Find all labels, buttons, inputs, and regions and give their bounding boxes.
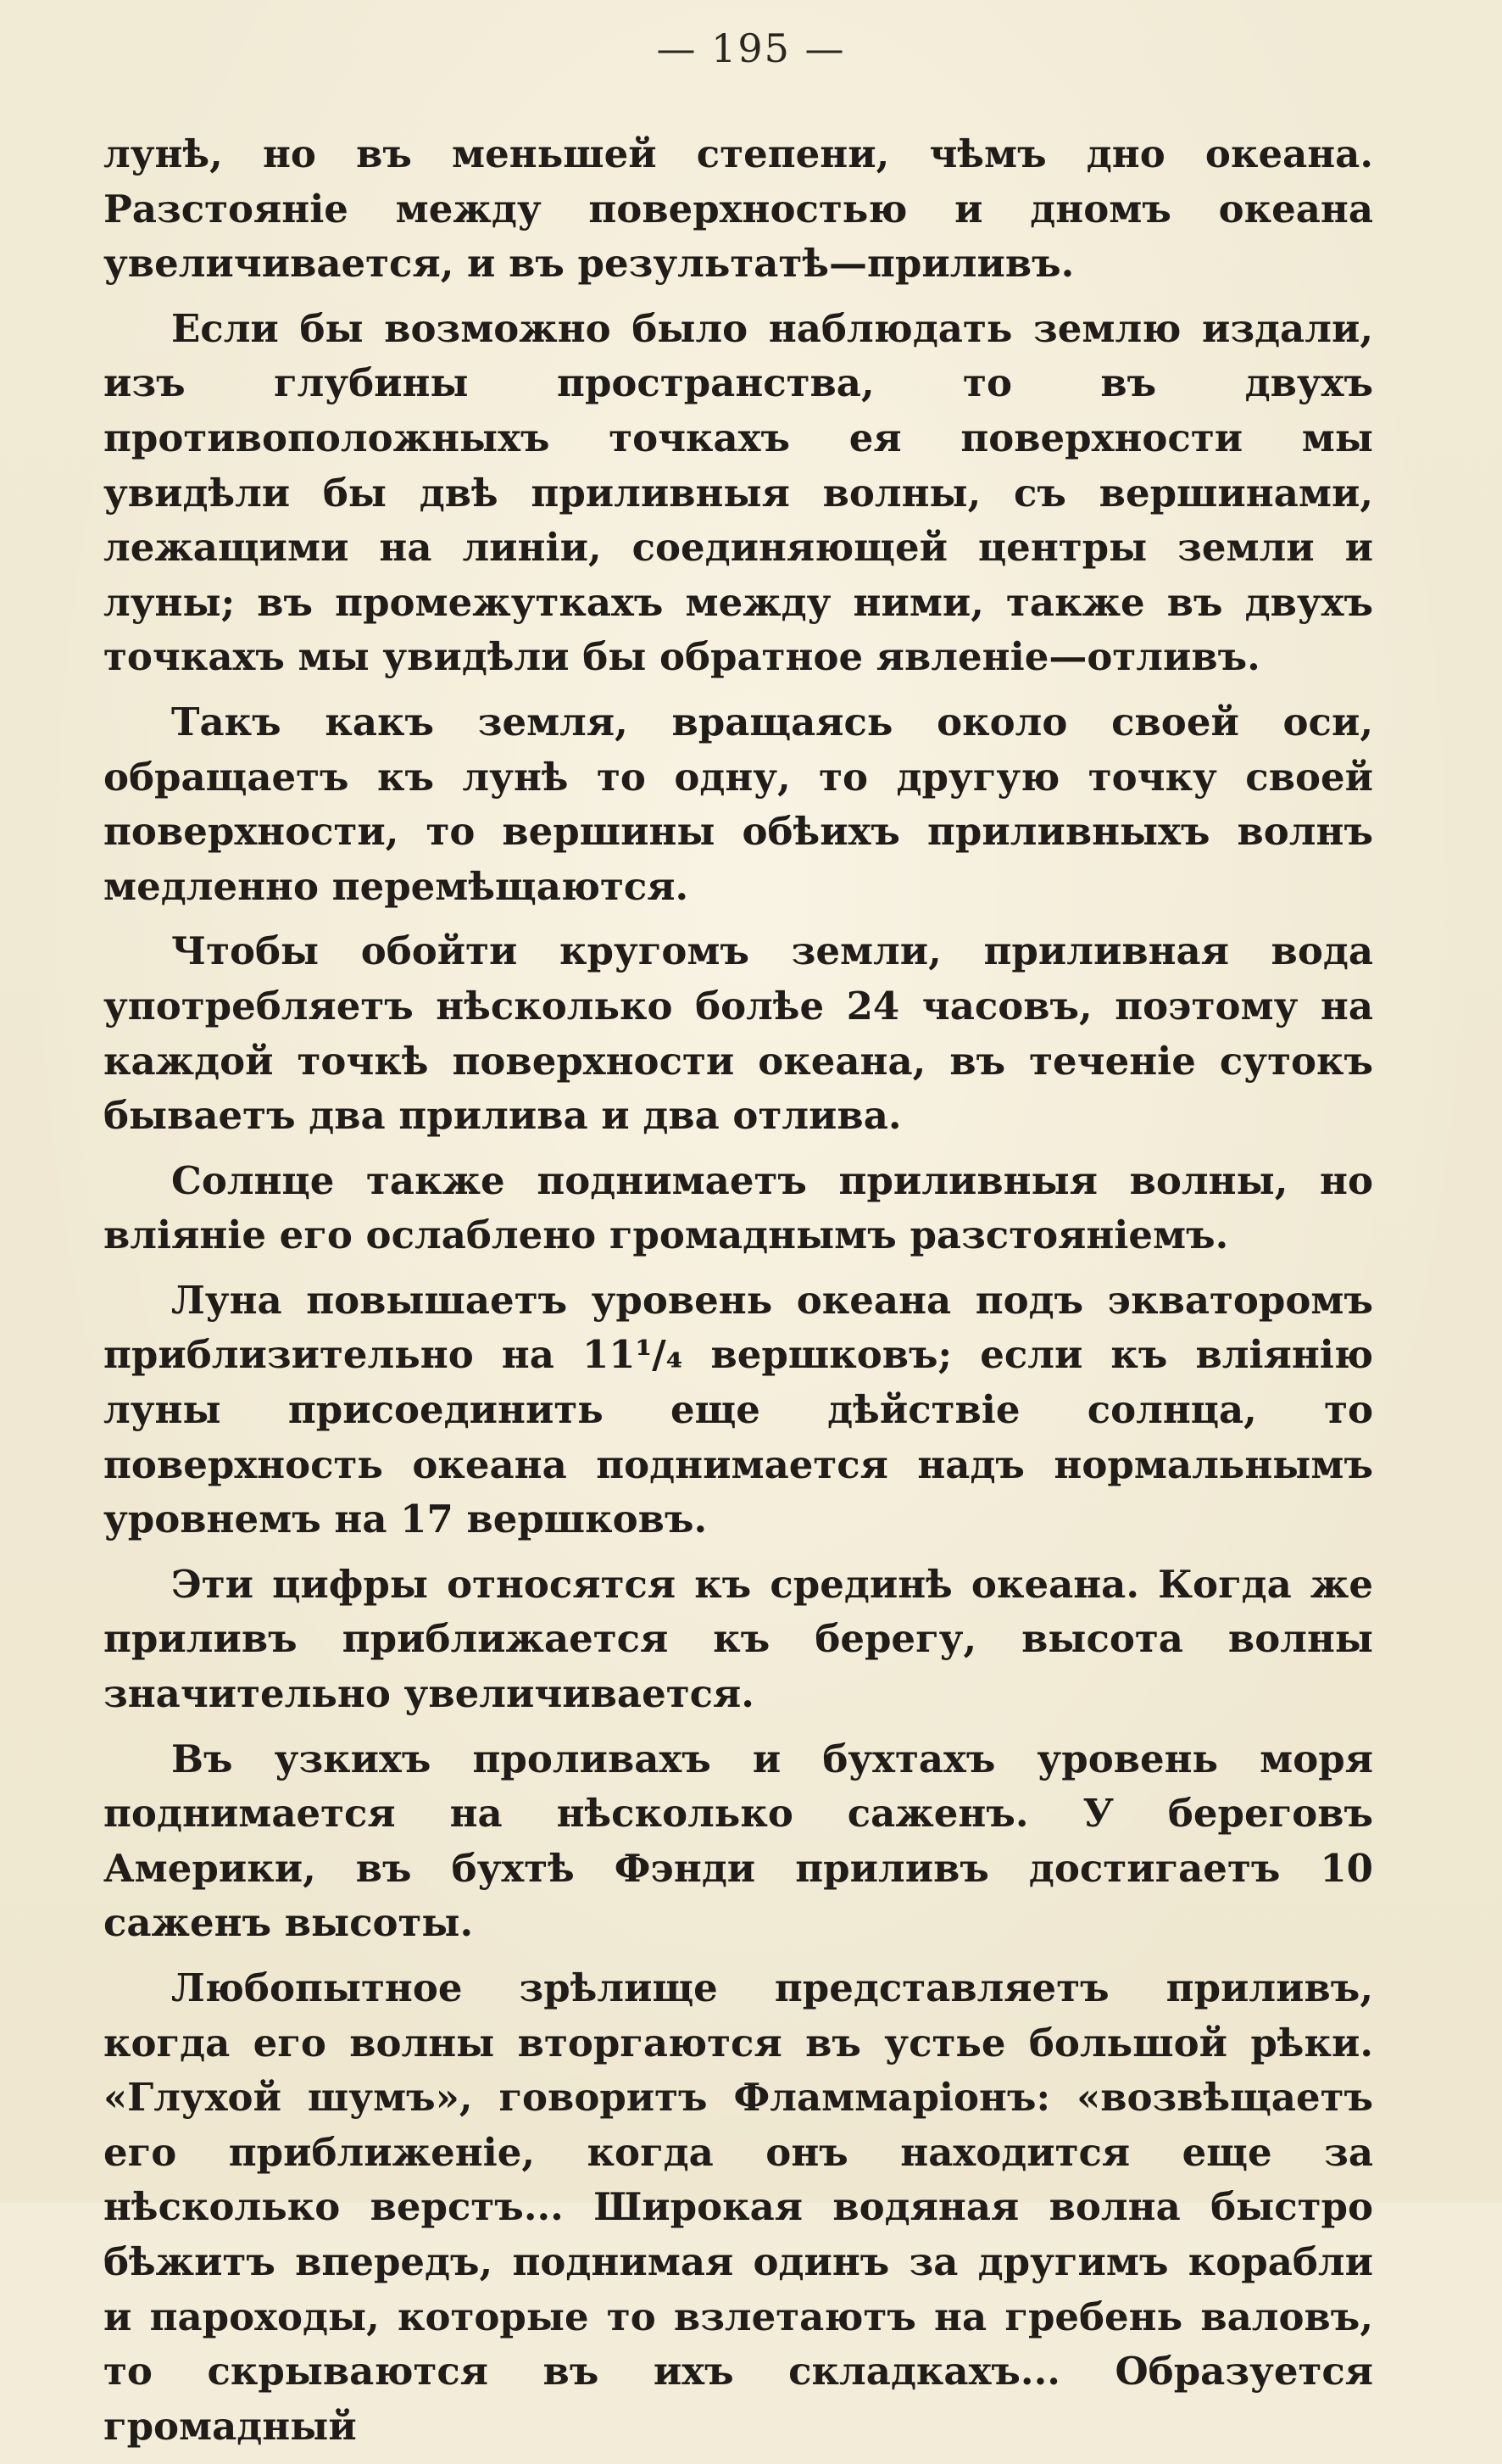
paragraph-2: Если бы возможно было наблюдать землю издали, изъ глубины пространства, то въ двухъ противоположныхъ точкахъ ея поверхности мы увидѣли бы двѣ приливныя волны, съ вершинами, лежащими на линіи, соединяющей центры земли и луны; въ промежуткахъ между ними, также въ двухъ точкахъ мы увидѣли бы обратное явленіе—отливъ. xyxy=(103,305,1373,680)
paragraph-1: лунѣ, но въ меньшей степени, чѣмъ дно океана. Разстояніе между поверхностью и дномъ океана увеличивается, и въ результатѣ—приливъ. xyxy=(103,131,1373,287)
paragraph-6: Луна повышаетъ уровень океана подъ экваторомъ приблизительно на 11¹/₄ вершковъ; если къ вліянію луны присоединить еще дѣйствіе солнца, то поверхность океана поднимается надъ нормальнымъ уровнемъ на 17 вершковъ. xyxy=(103,1277,1373,1542)
body-text xyxy=(103,127,1373,2464)
paragraph-7: Эти цифры относятся къ срединѣ океана. Когда же приливъ приближается къ берегу, высота волны значительно увеличивается. xyxy=(103,1561,1373,1717)
paragraph-9: Любопытное зрѣлище представляетъ приливъ, когда его волны вторгаются въ устье большой рѣки. «Глухой шумъ», говоритъ Фламмаріонъ: «возвѣщаетъ его приближеніе, когда онъ находится еще за нѣсколько верстъ... Широкая водяная волна быстро бѣжитъ впередъ, поднимая одинъ за другимъ корабли и пароходы, которые то взлетаютъ на гребень валовъ, то скрываются въ ихъ складкахъ... Образуется громадный xyxy=(103,1965,1373,2449)
page-number: — 195 — xyxy=(656,25,846,71)
paragraph-3: Такъ какъ земля, вращаясь около своей оси, обращаетъ къ лунѣ то одну, то другую точку своей поверхности, то вершины обѣихъ приливныхъ волнъ медленно перемѣщаются. xyxy=(103,699,1373,909)
paragraph-5: Солнце также поднимаетъ приливныя волны, но вліяніе его ослаблено громаднымъ разстояніемъ. xyxy=(103,1157,1373,1258)
paragraph-4: Чтобы обойти кругомъ земли, приливная вода употребляетъ нѣсколько болѣе 24 часовъ, поэтому на каждой точкѣ поверхности океана, въ теченіе сутокъ бываетъ два прилива и два отлива. xyxy=(103,928,1373,1139)
paragraph-8: Въ узкихъ проливахъ и бухтахъ уровень моря поднимается на нѣсколько саженъ. У береговъ Америки, въ бухтѣ Фэнди приливъ достигаетъ 10 саженъ высоты. xyxy=(103,1736,1373,1946)
